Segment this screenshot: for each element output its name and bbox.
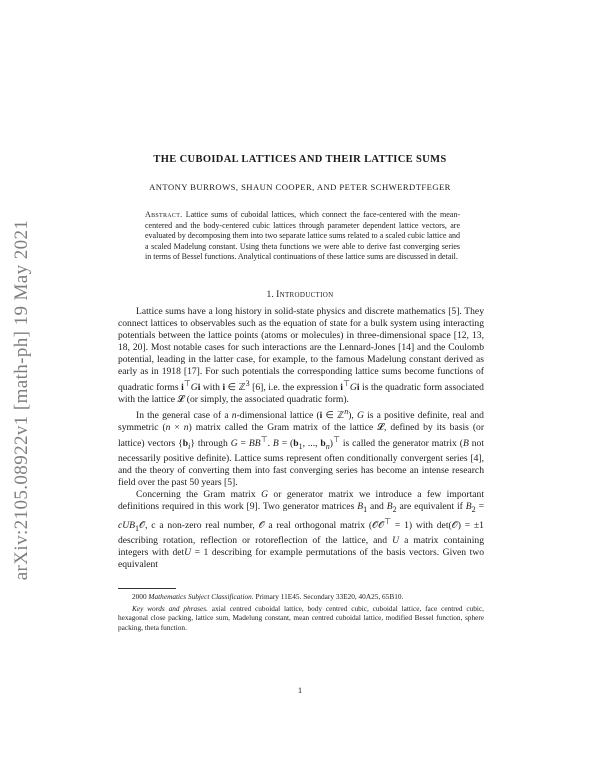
abstract-label: Abstract. (145, 210, 183, 219)
footnote-rule (118, 588, 176, 589)
paragraph-2: In the general case of a n-dimensional lattice (i ∈ ℤ$^n$), G is a positive definite, real and symmetric (n × n) matrix called the Gram matrix of the lattice 𝓛, defined by its basis (or lattice) vectors $\{b_i\}$ through G = BB⊤. $B = (b_1$, ..., $b_n)^⊤$ is called the generator matrix (B not necessarily positive definite). Lattice sums represent often conditionally convergent series [4], and the theory of converting them into fast converging series has become an intense research field over the past 50 years [5]. (118, 407, 485, 489)
footnotes (118, 592, 484, 634)
abstract (145, 210, 460, 263)
paper-authors: ANTONY BURROWS, SHAUN COOPER, AND PETER SCHWERDTFEGER (149, 182, 451, 192)
footnote-msc: 2000 Mathematics Subject Classification. Primary 11E45. Secondary 33E20, 40A25, 65B10. (132, 592, 404, 601)
body-text (118, 306, 484, 571)
footnote-keywords: Key words and phrases. axial centred cuboidal lattice, body centred cubic, cuboidal lattice, face centred cubic, hexagonal close packing, lattice sum, Madelung constant, mean centred cuboidal lattice, modified Bessel function, sphere packing, theta function. (118, 603, 485, 632)
section-heading (0, 289, 600, 300)
paper-title: THE CUBOIDAL LATTICES AND THEIR LATTICE SUMS (153, 154, 447, 165)
page-number: 1 (297, 685, 303, 695)
section-title: Introduction (276, 289, 334, 300)
paragraph-1: Lattice sums have a long history in solid-state physics and discrete mathematics [5]. They connect lattices to observables such as the equation of state for a bulk system using interacting potentials between the lattice points (atoms or molecules) in three-dimensional space [12, 13, 18, 20]. Most notable cases for such interactions are the Lennard-Jones [14] and the Coulomb potential, leading in the latter case, for example, to the famous Madelung constant derived as early as in 1918 [17]. For such potentials the corresponding lattice sums become functions of quadratic forms i⊤Gi with i ∈ ℤ$^3$ [6], i.e. the expression i⊤Gi is the quadratic form associated with the lattice 𝓛 (or simply, the associated quadratic form). (118, 306, 484, 406)
arxiv-sidebar (0, 0, 42, 776)
paragraph-3: Concerning the Gram matrix G or generator matrix we introduce a few important definitions required in this work [9]. Two generator matrices $B_1$ and $B_2$ are equivalent if $B_2$ = cUB$_1$𝒪, c a non-zero real number, 𝒪 a real orthogonal matrix (𝒪𝒪⊤ = 1) with det(𝒪) = ±1 describing rotation, reflection or rotoreflection of the lattice, and U a matrix containing integers with detU = 1 describing for example permutations of the basis vectors. Given two equivalent (118, 489, 484, 571)
section-number: 1. (266, 289, 274, 300)
abstract-text: Lattice sums of cuboidal lattices, which connect the face-centered with the mean-centered and the body-centered cubic lattices through parameter dependent lattice vectors, are evaluated by decomposing them into two separate lattice sums related to a scaled cubic lattice and a scaled Madelung constant. Using theta functions we were able to derive fast converging series in terms of Bessel functions. Analytical continuations of these lattice sums are discussed in detail. (145, 210, 461, 262)
arxiv-identifier: arXiv:2105.08922v1 [math-ph] 19 May 2021 (11, 219, 32, 581)
